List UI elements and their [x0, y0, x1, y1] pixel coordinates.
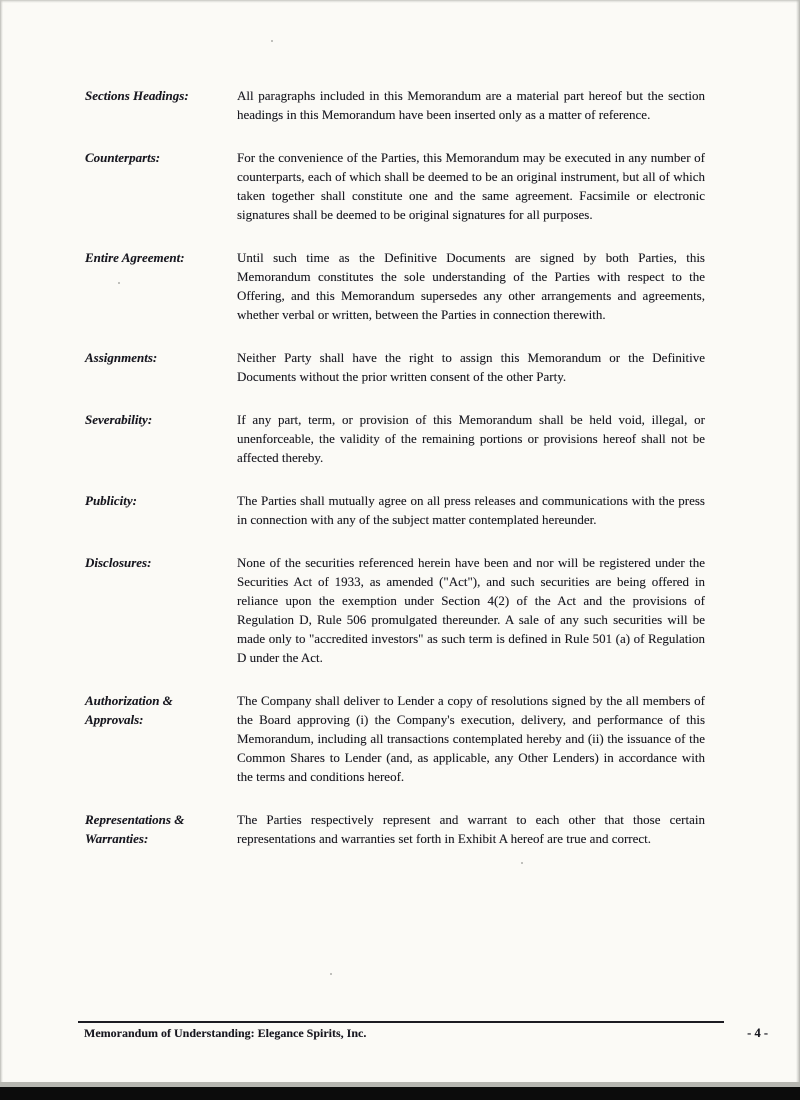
- section-row-counterparts: [85, 148, 705, 224]
- scan-speckle: [271, 40, 273, 42]
- section-row-publicity: [85, 491, 705, 529]
- section-row-representations-warranties: [85, 810, 705, 848]
- footer-divider: [78, 1021, 724, 1023]
- section-body: The Company shall deliver to Lender a copy of resolutions signed by the all members of the Board approving (i) the Company's execution, delivery, and performance of this Memorandum, including all transactions contemplated hereby and (ii) the issuance of the Common Shares to Lender (and, as applicable, any Other Lenders) in accordance with the terms and conditions hereof.: [237, 693, 705, 784]
- section-label: Publicity:: [85, 493, 137, 508]
- scan-edge-bottom-bar: [0, 1087, 800, 1100]
- section-body: Neither Party shall have the right to assign this Memorandum or the Definitive Documents without the prior written consent of the other Party.: [237, 350, 705, 384]
- section-row-authorization-approvals: [85, 691, 705, 786]
- section-label: Authorization & Approvals:: [85, 693, 173, 727]
- section-row-disclosures: [85, 553, 705, 667]
- footer-document-title: Memorandum of Understanding: Elegance Spirits, Inc.: [84, 1026, 367, 1040]
- section-body: All paragraphs included in this Memorandum are a material part hereof but the section headings in this Memorandum have been inserted only as a matter of reference.: [237, 88, 705, 122]
- section-body: The Parties respectively represent and warrant to each other that those certain representations and warranties set forth in Exhibit A hereof are true and correct.: [237, 812, 705, 846]
- footer-page-number: - 4 -: [747, 1026, 768, 1040]
- scan-edge-right: [796, 0, 800, 1100]
- section-label: Sections Headings:: [85, 88, 189, 103]
- section-body: Until such time as the Definitive Documents are signed by both Parties, this Memorandum constitutes the sole understanding of the Parties with respect to the Offering, and this Memorandum supersedes any other arrangements and agreements, whether verbal or written, between the Parties in connection therewith.: [237, 250, 705, 322]
- section-row-severability: [85, 410, 705, 467]
- scan-edge-left: [0, 0, 3, 1100]
- section-body: None of the securities referenced herein have been and nor will be registered under the Securities Act of 1933, as amended ("Act"), and such securities are being offered in reliance upon the exemption under Section 4(2) of the Act and the provisions of Regulation D, Rule 506 promulgated thereunder. A sale of any such securities will be made only to "accredited investors" as such term is defined in Rule 501 (a) of Regulation D under the Act.: [237, 555, 705, 665]
- section-label: Representations & Warranties:: [85, 812, 185, 846]
- section-row-sections-headings: [85, 86, 705, 124]
- section-label: Severability:: [85, 412, 153, 427]
- section-body: If any part, term, or provision of this Memorandum shall be held void, illegal, or unenforceable, the validity of the remaining portions or provisions hereof shall not be affected thereby.: [237, 412, 705, 465]
- scan-speckle: [330, 973, 332, 975]
- section-label: Disclosures:: [85, 555, 152, 570]
- section-label: Assignments:: [85, 350, 158, 365]
- section-row-assignments: [85, 348, 705, 386]
- section-label: Entire Agreement:: [85, 250, 185, 265]
- section-body: For the convenience of the Parties, this Memorandum may be executed in any number of counterparts, each of which shall be deemed to be an original instrument, but all of which taken together shall constitute one and the same agreement. Facsimile or electronic signatures shall be deemed to be original signatures for all purposes.: [237, 150, 705, 222]
- section-body: The Parties shall mutually agree on all press releases and communications with the press in connection with any of the subject matter contemplated hereunder.: [237, 493, 705, 527]
- scan-edge-top: [0, 0, 800, 3]
- document-body: [85, 86, 705, 872]
- section-label: Counterparts:: [85, 150, 161, 165]
- section-row-entire-agreement: [85, 248, 705, 324]
